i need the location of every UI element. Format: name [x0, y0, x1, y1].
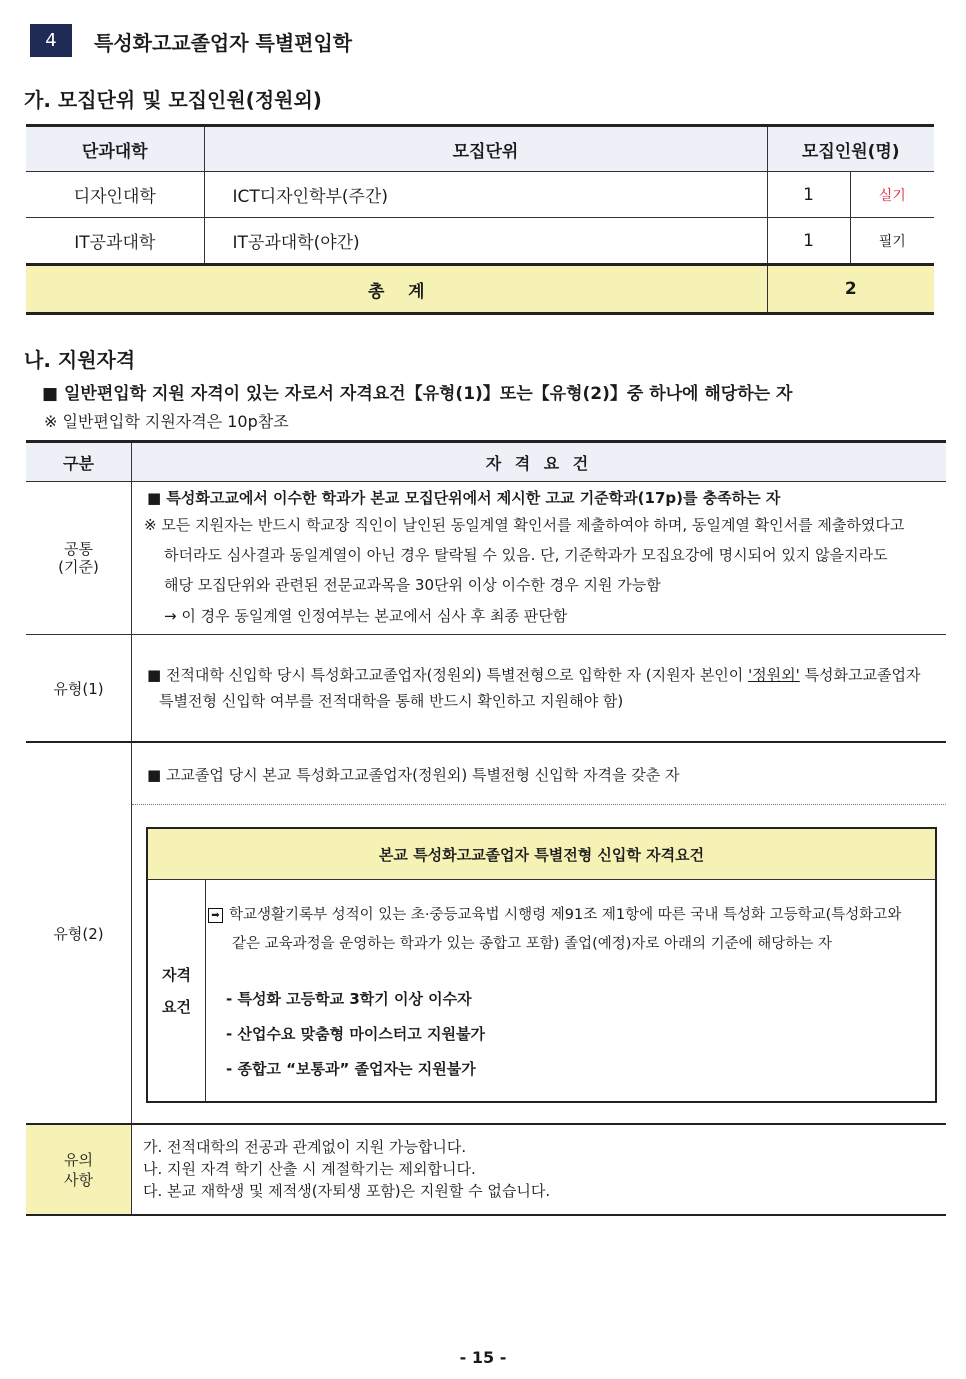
- exam-type-cell: 실기: [850, 172, 934, 218]
- req-item: - 특성화 고등학교 3학기 이상 이수자: [226, 990, 472, 1008]
- exam-type-cell: 필기: [850, 218, 934, 265]
- common-line-3: 하더라도 심사결과 동일계열이 아닌 경우 탈락될 수 있음. 단, 기준학과가 모집요강에 명시되어 있지 않을지라도: [164, 546, 888, 564]
- type1-line-1: ■ 전적대학 신입학 당시 특성화고교졸업자(정원외) 특별전형으로 입학한 자 (지원자 본인이 '정원외' 특성화고교졸업자: [147, 666, 921, 684]
- table-row: [26, 218, 934, 265]
- req-item: - 종합고 “보통과” 졸업자는 지원불가: [226, 1060, 476, 1078]
- req-line-1: ➡ 학교생활기록부 성적이 있는 초·중등교육법 시행령 제91조 제1항에 따른 국내 특성화 고등학교(특성화고와: [208, 901, 901, 929]
- row-label-common: 공통 (기준): [58, 540, 99, 576]
- college-cell: 디자인대학: [26, 172, 204, 218]
- unit-cell: IT공과대학(야간): [204, 218, 767, 265]
- total-row: [26, 265, 934, 314]
- col-header-unit: 모집단위: [204, 126, 767, 172]
- req-item: - 산업수요 맞춤형 마이스터고 지원불가: [226, 1025, 485, 1043]
- col-header-college: 단과대학: [26, 126, 204, 172]
- common-line-2: ※ 모든 지원자는 반드시 학교장 직인이 날인된 동일계열 확인서를 제출하여야 하며, 동일계열 확인서를 제출하였다고: [144, 516, 905, 534]
- section-number: 4: [30, 24, 72, 57]
- part-a-heading: 가. 모집단위 및 모집인원(정원외): [24, 88, 322, 112]
- unit-cell: ICT디자인학부(주간): [204, 172, 767, 218]
- part-b-heading: 나. 지원자격: [24, 348, 136, 372]
- note-item: 나. 지원 자격 학기 산출 시 계절학기는 제외합니다.: [143, 1160, 476, 1178]
- common-line-5: → 이 경우 동일계열 인정여부는 본교에서 심사 후 최종 판단함: [164, 607, 568, 625]
- college-cell: IT공과대학: [26, 218, 204, 265]
- eligibility-note: ※ 일반편입학 지원자격은 10p참조: [44, 412, 289, 431]
- page-number: - 15 -: [459, 1348, 507, 1367]
- eligibility-table-header: [26, 440, 946, 482]
- table-row: [26, 172, 934, 218]
- count-cell: 1: [767, 172, 850, 218]
- total-value: 2: [767, 265, 934, 314]
- section-title: 특성화고교졸업자 특별편입학: [94, 31, 353, 55]
- notes-row: [26, 1123, 946, 1216]
- eligibility-summary: ■ 일반편입학 지원 자격이 있는 자로서 자격요건【유형(1)】또는【유형(2)】중 하나에 해당하는 자: [42, 384, 793, 404]
- note-item: 다. 본교 재학생 및 제적생(자퇴생 포함)은 지원할 수 없습니다.: [143, 1182, 551, 1200]
- col-header-category: 구분: [26, 443, 132, 481]
- row-label-type1: 유형(1): [53, 680, 104, 698]
- type2-line-1: ■ 고교졸업 당시 본교 특성화고교졸업자(정원외) 특별전형 신입학 자격을 갖춘 자: [147, 766, 680, 784]
- notes-label: 유의 사항: [26, 1125, 132, 1214]
- req-line-2: 같은 교육과정을 운영하는 학과가 있는 종합고 포함) 졸업(예정)자로 아래의 기준에 해당하는 자: [232, 936, 832, 952]
- common-line-1: ■ 특성화고교에서 이수한 학과가 본교 모집단위에서 제시한 고교 기준학과(17p)를 충족하는 자: [147, 489, 781, 507]
- count-cell: 1: [767, 218, 850, 265]
- row-label-type2: 유형(2): [53, 925, 104, 943]
- total-label: 총 계: [26, 265, 767, 314]
- common-line-4: 해당 모집단위와 관련된 전문교과목을 30단위 이상 이수한 경우 지원 가능함: [164, 576, 661, 594]
- col-header-count: 모집인원(명): [767, 126, 934, 172]
- col-header-requirements: 자 격 요 건: [485, 453, 593, 473]
- arrow-box-icon: ➡: [208, 908, 223, 923]
- requirements-label: 자격 요건: [162, 966, 191, 1016]
- requirements-box: [146, 827, 937, 1103]
- note-item: 가. 전적대학의 전공과 관계없이 지원 가능합니다.: [143, 1138, 467, 1156]
- type1-line-2: 특별전형 신입학 여부를 전적대학을 통해 반드시 확인하고 지원해야 함): [159, 692, 624, 710]
- requirements-box-title: 본교 특성화고교졸업자 특별전형 신입학 자격요건: [148, 829, 935, 880]
- recruitment-table: [26, 124, 934, 315]
